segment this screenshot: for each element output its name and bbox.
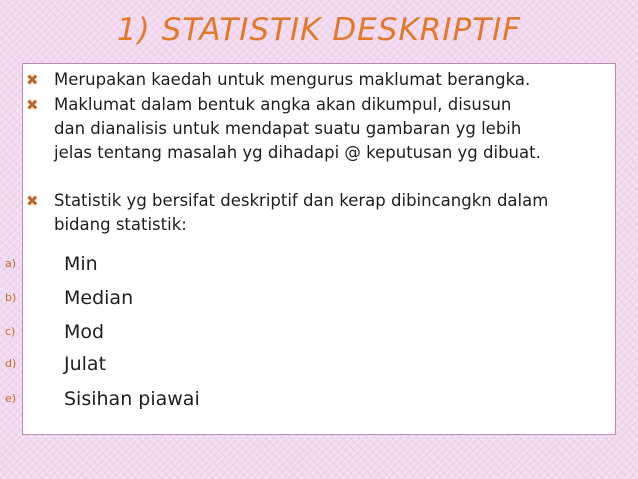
bullet-text-line: bidang statistik: [54,215,187,234]
list-item-text: Median [64,287,134,309]
x-mark-bullet-icon: ✖ [26,71,39,89]
bullet-text-line: Statistik yg bersifat deskriptif dan kerap dibincangkn dalam [54,191,549,210]
list-item [5,385,405,413]
list-item [5,350,405,378]
list-marker: b) [5,291,17,304]
bullet-text-line: jelas tentang masalah yg dihadapi @ keputusan yg dibuat. [54,143,541,162]
list-marker: c) [5,325,16,338]
list-item-text: Sisihan piawai [64,388,200,410]
slide-title: 1) STATISTIK DESKRIPTIF [116,12,522,48]
bullet-text-line: Maklumat dalam bentuk angka akan dikumpul, disusun [54,95,512,114]
x-mark-bullet-icon: ✖ [26,96,39,114]
list-item [5,284,405,312]
x-mark-bullet-icon: ✖ [26,192,39,210]
list-item-text: Julat [64,353,107,375]
content-box [5,63,616,435]
bullet-text-line: Merupakan kaedah untuk mengurus maklumat berangka. [54,70,531,89]
list-item-text: Min [64,253,98,275]
list-item [5,250,405,278]
bullet-text-line: dan dianalisis untuk mendapat suatu gambaran yg lebih [54,119,522,138]
list-item-text: Mod [64,321,105,343]
list-marker: a) [5,257,17,270]
list-item [5,318,405,346]
list-marker: d) [5,357,17,370]
list-marker: e) [5,392,17,405]
